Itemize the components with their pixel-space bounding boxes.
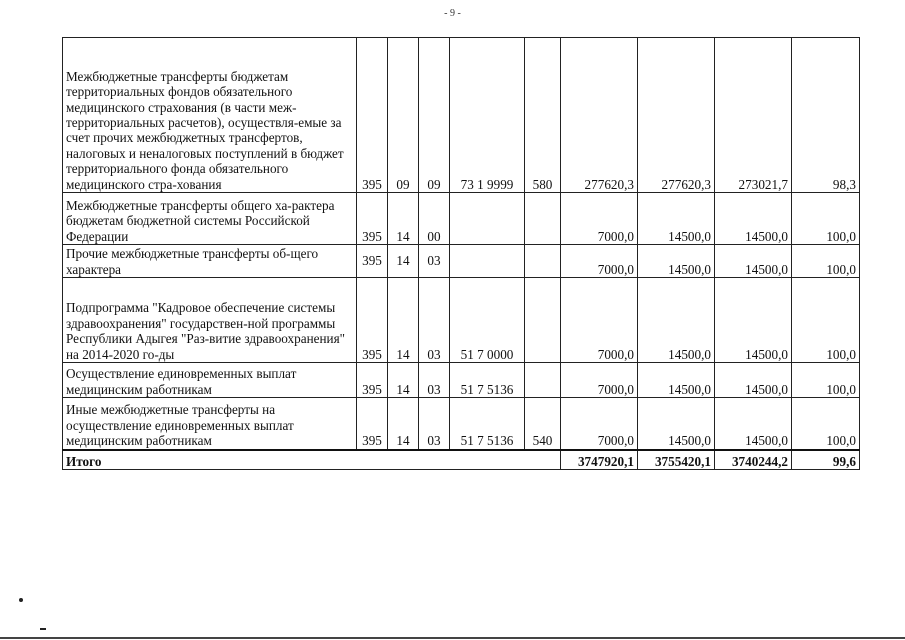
cell-csr — [450, 245, 525, 278]
budget-table — [62, 37, 860, 470]
cell-vr: 540 — [525, 398, 561, 450]
cell-pr: 03 — [419, 398, 450, 450]
cell-percent: 100,0 — [792, 363, 860, 398]
cell-pr: 03 — [419, 245, 450, 278]
row-name: Прочие межбюджетные трансферты об-щего характера — [63, 245, 357, 278]
cell-value-3: 273021,7 — [715, 38, 792, 193]
cell-vr: 580 — [525, 38, 561, 193]
cell-value-1: 7000,0 — [561, 363, 638, 398]
cell-value-2: 14500,0 — [638, 245, 715, 278]
cell-rz: 14 — [388, 398, 419, 450]
page-number: - 9 - — [444, 8, 461, 19]
cell-csr — [450, 193, 525, 245]
cell-vr — [525, 363, 561, 398]
cell-pr: 03 — [419, 278, 450, 363]
table-row — [63, 38, 860, 193]
cell-rz: 09 — [388, 38, 419, 193]
cell-csr: 51 7 5136 — [450, 363, 525, 398]
cell-value-1: 7000,0 — [561, 398, 638, 450]
cell-pr: 03 — [419, 363, 450, 398]
cell-value-2: 14500,0 — [638, 363, 715, 398]
cell-grbs: 395 — [357, 363, 388, 398]
table-row — [63, 278, 860, 363]
row-name: Иные межбюджетные трансферты на осуществление единовременных выплат медицинским работникам — [63, 398, 357, 450]
cell-grbs: 395 — [357, 398, 388, 450]
cell-value-1: 7000,0 — [561, 245, 638, 278]
cell-percent: 98,3 — [792, 38, 860, 193]
cell-csr: 73 1 9999 — [450, 38, 525, 193]
total-value-3: 3740244,2 — [715, 450, 792, 470]
cell-value-2: 14500,0 — [638, 278, 715, 363]
total-value-1: 3747920,1 — [561, 450, 638, 470]
row-name: Межбюджетные трансферты бюджетам территориальных фондов обязательного медицинского страхования (в части меж-территориальных расчетов), осуществля-емые за счет прочих межбюджетных трансфертов, налоговых и неналоговых поступлений в бюджет территориального фонда обязательного медицинского стра-хования — [63, 38, 357, 193]
cell-value-3: 14500,0 — [715, 278, 792, 363]
cell-value-2: 277620,3 — [638, 38, 715, 193]
cell-pr: 09 — [419, 38, 450, 193]
total-percent: 99,6 — [792, 450, 860, 470]
cell-vr — [525, 193, 561, 245]
cell-grbs: 395 — [357, 278, 388, 363]
cell-grbs: 395 — [357, 245, 388, 278]
cell-csr: 51 7 0000 — [450, 278, 525, 363]
cell-csr: 51 7 5136 — [450, 398, 525, 450]
scan-edge-line — [0, 637, 905, 639]
cell-value-1: 7000,0 — [561, 278, 638, 363]
cell-grbs: 395 — [357, 38, 388, 193]
table-row — [63, 245, 860, 278]
cell-value-1: 7000,0 — [561, 193, 638, 245]
cell-rz: 14 — [388, 278, 419, 363]
cell-vr — [525, 278, 561, 363]
cell-rz: 14 — [388, 363, 419, 398]
row-name: Подпрограмма "Кадровое обеспечение системы здравоохранения" государствен-ной программы Республики Адыгея "Раз-витие здравоохранения" на 2014-2020 го-ды — [63, 278, 357, 363]
cell-value-3: 14500,0 — [715, 363, 792, 398]
row-name: Осуществление единовременных выплат медицинским работникам — [63, 363, 357, 398]
cell-vr — [525, 245, 561, 278]
cell-grbs: 395 — [357, 193, 388, 245]
cell-percent: 100,0 — [792, 245, 860, 278]
total-label: Итого — [63, 450, 561, 470]
total-row — [63, 450, 860, 470]
scan-mark-dash — [40, 628, 46, 630]
cell-value-3: 14500,0 — [715, 245, 792, 278]
cell-value-3: 14500,0 — [715, 398, 792, 450]
cell-value-2: 14500,0 — [638, 398, 715, 450]
cell-percent: 100,0 — [792, 278, 860, 363]
cell-percent: 100,0 — [792, 193, 860, 245]
table-row — [63, 363, 860, 398]
cell-rz: 14 — [388, 193, 419, 245]
row-name: Межбюджетные трансферты общего ха-рактера бюджетам бюджетной системы Российской Федерации — [63, 193, 357, 245]
cell-value-3: 14500,0 — [715, 193, 792, 245]
table-row — [63, 193, 860, 245]
scan-mark-dot — [19, 598, 23, 602]
table-row — [63, 398, 860, 450]
cell-value-2: 14500,0 — [638, 193, 715, 245]
cell-value-1: 277620,3 — [561, 38, 638, 193]
cell-percent: 100,0 — [792, 398, 860, 450]
cell-rz: 14 — [388, 245, 419, 278]
total-value-2: 3755420,1 — [638, 450, 715, 470]
cell-pr: 00 — [419, 193, 450, 245]
